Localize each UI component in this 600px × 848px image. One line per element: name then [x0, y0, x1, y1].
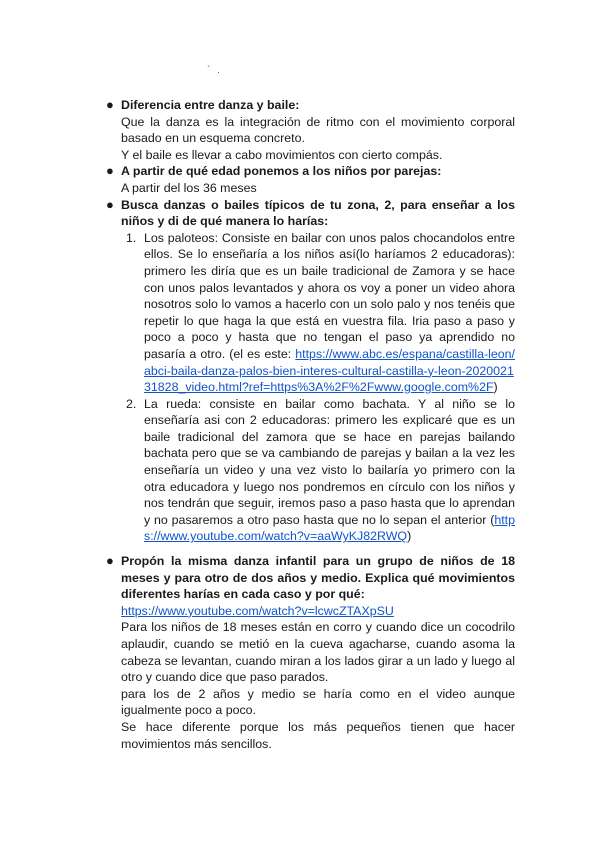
question-title: A partir de qué edad ponemos a los niños por parejas:	[121, 164, 442, 179]
bullet-icon: ●	[106, 163, 114, 179]
bullet-icon: ●	[106, 553, 114, 569]
list-number: 2.	[126, 396, 137, 411]
list-number: 1.	[126, 230, 137, 245]
question-difference	[106, 97, 515, 163]
list-item-text: Los paloteos: Consiste en bailar con unos palos chocandolos entre ellos. Se lo enseñaría a los niños así(lo haríamos 2 educadoras): primero les diría que es un baile tradicional de Zamora y se hace con unos palos levantados y ahora os voy a poner un video ahora nosotros solo lo vamos a hacerlo con un solo palo y nos tenéis que repetir lo que haga la que está en vuestra fila. Iria paso a paso y poco a poco y hasta que no tengan el paso ya aprendido no pasaría a otro. (el es este:	[144, 230, 515, 361]
bullet-icon: ●	[106, 196, 114, 212]
question-typical-dances	[106, 197, 515, 230]
document-content	[106, 97, 515, 752]
header-mark: ` .	[207, 65, 222, 76]
list-item-text: La rueda: consiste en bailar como bachata. Y al niño se lo enseñaría asi con 2 educadoras: primero les explicaré que es un baile tradicional del zamora que se hace en parejas bailando bachata pero que se va cambiando de parejas y bailan a la vez les enseñaría un video y una vez visto lo bailaría yo primero con la otra educadora y luego nos pondremos en círculo con los niños y nos tendrán que seguir, iremos paso a paso hasta que lo aprendan y no pasaremos a otro paso hasta que no lo sepan el anterior (	[144, 396, 515, 527]
list-item	[106, 396, 515, 545]
spacer	[106, 545, 515, 553]
answer	[121, 114, 515, 164]
answer-paragraph: A partir del los 36 meses	[121, 180, 257, 195]
answer	[121, 603, 515, 752]
question-title: Busca danzas o bailes típicos de tu zona, 2, para enseñar a los niños y di de qué manera lo harías:	[121, 197, 515, 229]
list-item	[106, 230, 515, 396]
answer	[121, 180, 515, 197]
list-item-suffix: )	[407, 529, 412, 544]
question-title: Diferencia entre danza y baile:	[121, 98, 300, 112]
answer-paragraph: Y el baile es llevar a cabo movimientos con cierto compás.	[121, 147, 443, 162]
dance-list	[106, 230, 515, 545]
video-link-cocodrilo[interactable]: https://www.youtube.com/watch?v=lcwcZTAXpSU	[121, 603, 394, 618]
answer-paragraph: Que la danza es la integración de ritmo con el movimiento corporal basado en un esquema concreto.	[121, 114, 515, 146]
answer-paragraph: Se hace diferente porque los más pequeños tienen que hacer movimientos más sencillos.	[121, 719, 515, 751]
question-pairs-age	[106, 163, 515, 196]
bullet-icon: ●	[106, 97, 114, 112]
video-link-rueda[interactable]: https://www.youtube.com/watch?v=aaWyKJ82RWQ	[144, 512, 515, 544]
question-same-dance	[106, 553, 515, 752]
question-title: Propón la misma danza infantil para un grupo de niños de 18 meses y para otro de dos años y medio. Explica qué movimientos diferentes harías en cada caso y por qué:	[121, 554, 515, 602]
answer-paragraph: para los de 2 años y medio se haría como en el video aunque igualmente poco a poco.	[121, 686, 515, 718]
list-item-suffix: )	[493, 380, 498, 395]
answer-paragraph: Para los niños de 18 meses están en corro y cuando dice un cocodrilo aplaudir, cuando se metió en la cueva agacharse, cuando asoma la cabeza se levantan, cuando miran a los lados girar a un lado y luego al otro y cuando dice que paso parados.	[121, 620, 515, 685]
video-link-paloteos[interactable]: https://www.abc.es/espana/castilla-leon/abci-baila-danza-palos-bien-interes-cultural-castilla-y-leon-202002131828_video.html?ref=https%3A%2F%2Fwww.google.com%2F	[144, 346, 515, 395]
